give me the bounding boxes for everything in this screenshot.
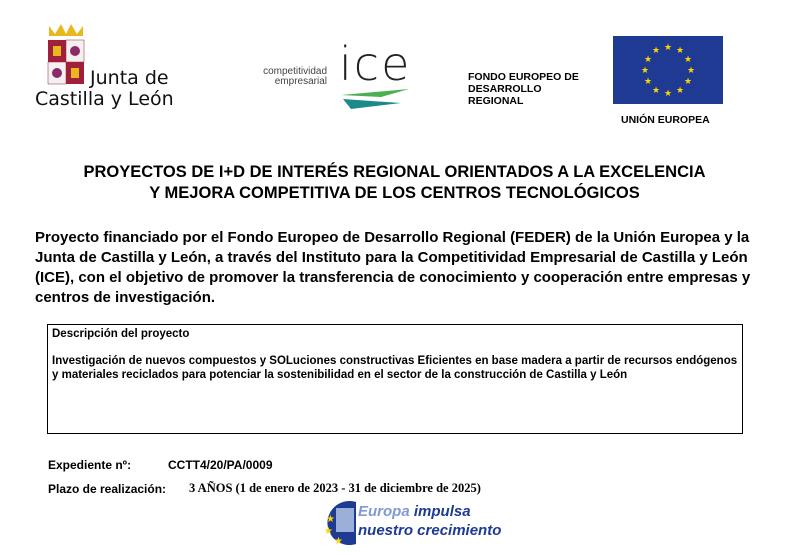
junta-line1: Junta de [90, 67, 169, 89]
ice-swoosh-icon [341, 89, 411, 109]
svg-text:★: ★ [651, 86, 661, 96]
svg-text:★: ★ [683, 55, 693, 65]
svg-text:★: ★ [683, 77, 693, 87]
impulsa-word: impulsa [413, 503, 471, 520]
europa-impulsa-logo [322, 500, 512, 548]
ice-wordmark: ice [339, 37, 412, 91]
feder-label [468, 71, 579, 107]
svg-text:★: ★ [326, 514, 335, 525]
page-title [0, 162, 789, 204]
intro-paragraph: Proyecto financiado por el Fondo Europeo de Desarrollo Regional (FEDER) de la Unión Europea y la Junta de Castilla y León, a través del Instituto para la Competitividad Empresarial de Castilla y León (ICE), con el objetivo de promover la transferencia de conocimiento y cooperación entre empresas y centros de investigación. [35, 229, 751, 306]
description-text: Investigación de nuevos compuestos y SOLuciones constructivas Eficientes en base madera a partir de recursos endógenos y materiales reciclados para potenciar la sostenibilidad en el sector de la construcción de Castilla y León [52, 355, 738, 381]
svg-text:★: ★ [663, 43, 673, 53]
svg-text:★: ★ [651, 46, 661, 56]
europa-emblem-icon [322, 500, 358, 546]
svg-text:★: ★ [643, 55, 653, 65]
svg-text:★: ★ [675, 46, 685, 56]
svg-text:★: ★ [643, 77, 653, 87]
svg-text:★: ★ [640, 66, 650, 76]
eu-label: UNIÓN EUROPEA [621, 114, 710, 126]
svg-text:★: ★ [663, 89, 673, 99]
expediente-value: CCTT4/20/PA/0009 [168, 458, 273, 472]
svg-text:★: ★ [675, 86, 685, 96]
feder-line3: REGIONAL [468, 95, 524, 107]
title-line1: PROYECTOS DE I+D DE INTERÉS REGIONAL ORIENTADOS A LA EXCELENCIA [83, 163, 706, 181]
title-line2: Y MEJORA COMPETITIVA DE LOS CENTROS TECNOLÓGICOS [149, 184, 640, 202]
junta-line2: Castilla y León [35, 88, 174, 110]
svg-text:★: ★ [334, 536, 343, 546]
ice-small-1: competitividad [263, 66, 327, 77]
ice-logo [245, 37, 415, 110]
eu-flag-icon [613, 36, 723, 104]
ice-small-2: empresarial [274, 76, 327, 87]
svg-text:★: ★ [686, 66, 696, 76]
crecimiento-line: nuestro crecimiento [358, 522, 502, 539]
feder-line1: FONDO EUROPEO DE [468, 71, 579, 83]
junta-logo [35, 22, 185, 112]
expediente-label: Expediente nº: [48, 458, 132, 472]
coat-of-arms-icon [45, 22, 87, 92]
europa-word: Europa [358, 503, 410, 520]
plazo-label: Plazo de realización: [48, 482, 167, 496]
description-box [47, 324, 743, 434]
svg-text:★: ★ [324, 526, 333, 537]
description-heading: Descripción del proyecto [52, 328, 190, 340]
feder-line2: DESARROLLO [468, 83, 542, 95]
plazo-value: 3 AÑOS (1 de enero de 2023 - 31 de diciembre de 2025) [189, 481, 481, 495]
